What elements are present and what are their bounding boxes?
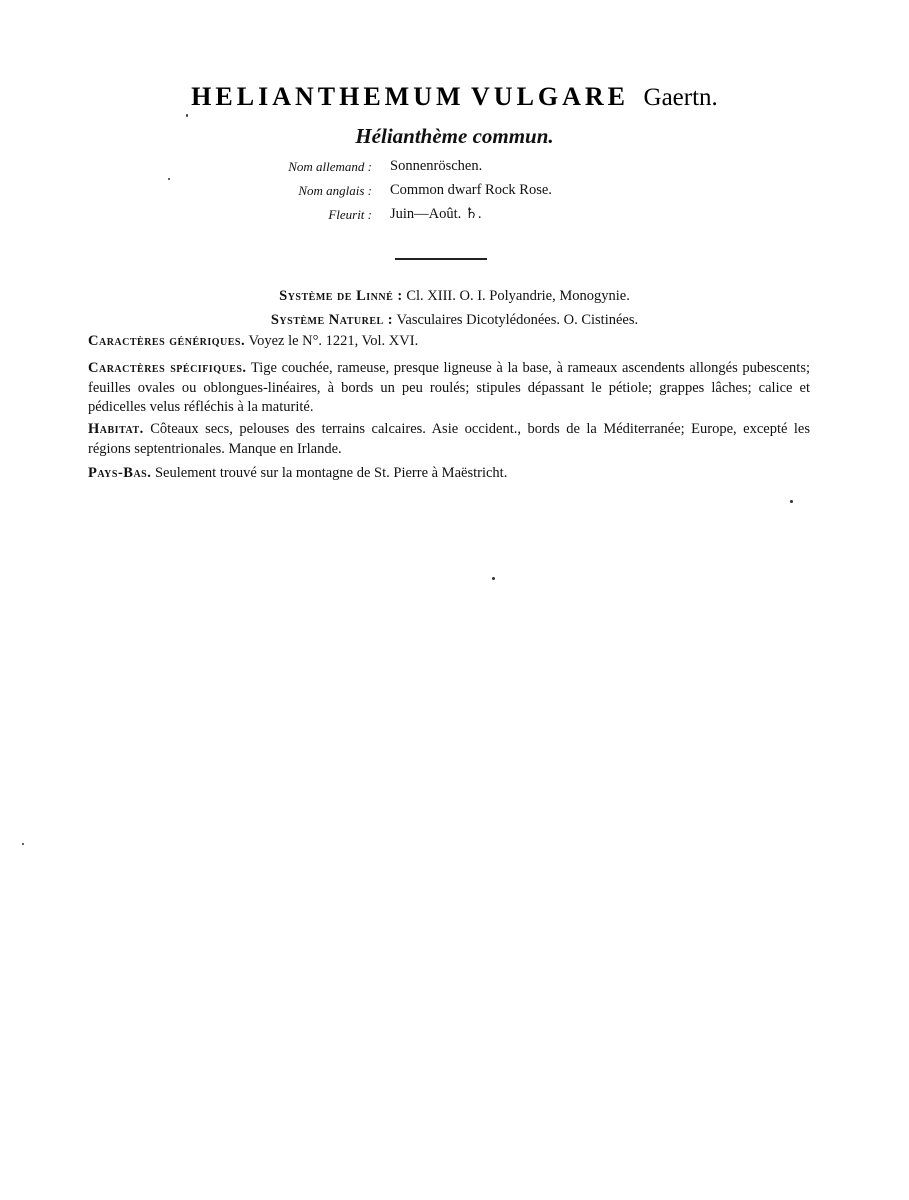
title-author: Gaertn. — [643, 84, 718, 111]
common-names — [0, 158, 909, 230]
system-label: Système de Linné : — [279, 288, 403, 304]
paragraph-label: Caractères spécifiques. — [88, 360, 247, 376]
system-label: Système Naturel : — [270, 312, 394, 328]
system-value: Cl. XIII. O. I. Polyandrie, Monogynie. — [406, 288, 630, 304]
name-line-english — [0, 182, 909, 206]
paragraph-text: Côteaux secs, pelouses des terrains calcaires. Asie occident., bords de la Méditerranée; Europe, excepté les régions septentrionales. Manque en Irlande. — [88, 421, 811, 457]
name-value: Common dwarf Rock Rose. — [390, 182, 552, 198]
paragraph-text: Voyez le N°. 1221, Vol. XVI. — [248, 333, 419, 349]
section-divider — [395, 258, 487, 260]
print-speck — [186, 114, 188, 117]
name-value: Sonnenröschen. — [390, 158, 483, 174]
print-speck — [492, 577, 495, 580]
system-value: Vasculaires Dicotylédonées. O. Cistinées. — [396, 312, 639, 328]
name-line-flowering — [0, 206, 909, 230]
paragraph-text: Seulement trouvé sur la montagne de St. Pierre à Maëstricht. — [154, 465, 508, 481]
page-subtitle: Hélianthème commun. — [355, 124, 554, 148]
paragraph-label: Caractères génériques. — [88, 333, 246, 349]
paragraph-specific — [88, 359, 810, 418]
paragraph-label: Pays-Bas. — [88, 465, 152, 481]
system-naturel — [0, 312, 909, 329]
title-genus: HELIANTHEMUM — [191, 82, 465, 111]
system-linne — [0, 288, 909, 305]
title-species: VULGARE — [471, 82, 630, 111]
print-speck — [168, 178, 170, 180]
paragraph-text: Tige couchée, rameuse, presque ligneuse à la base, à rameaux ascendents allongés pubescents; feuilles ovales ou oblongues-linéaires, à bords un peu roulés; stipules dépassant le pétiole; grappes lâches; calice et pédicelles velus réfléchis à la maturité. — [88, 360, 810, 415]
name-label: Fleurit : — [328, 207, 372, 222]
paragraph-habitat — [88, 420, 810, 459]
paragraph-generic — [88, 332, 810, 352]
paragraph-paysbas — [88, 464, 810, 484]
name-label: Nom allemand : — [288, 159, 372, 174]
paragraph-label: Habitat. — [88, 421, 144, 437]
print-speck — [790, 500, 793, 503]
name-line-german — [0, 158, 909, 182]
page-title — [0, 82, 909, 112]
name-label: Nom anglais : — [298, 183, 372, 198]
name-value: Juin—Août. ♄. — [390, 206, 482, 222]
print-speck — [22, 843, 24, 845]
